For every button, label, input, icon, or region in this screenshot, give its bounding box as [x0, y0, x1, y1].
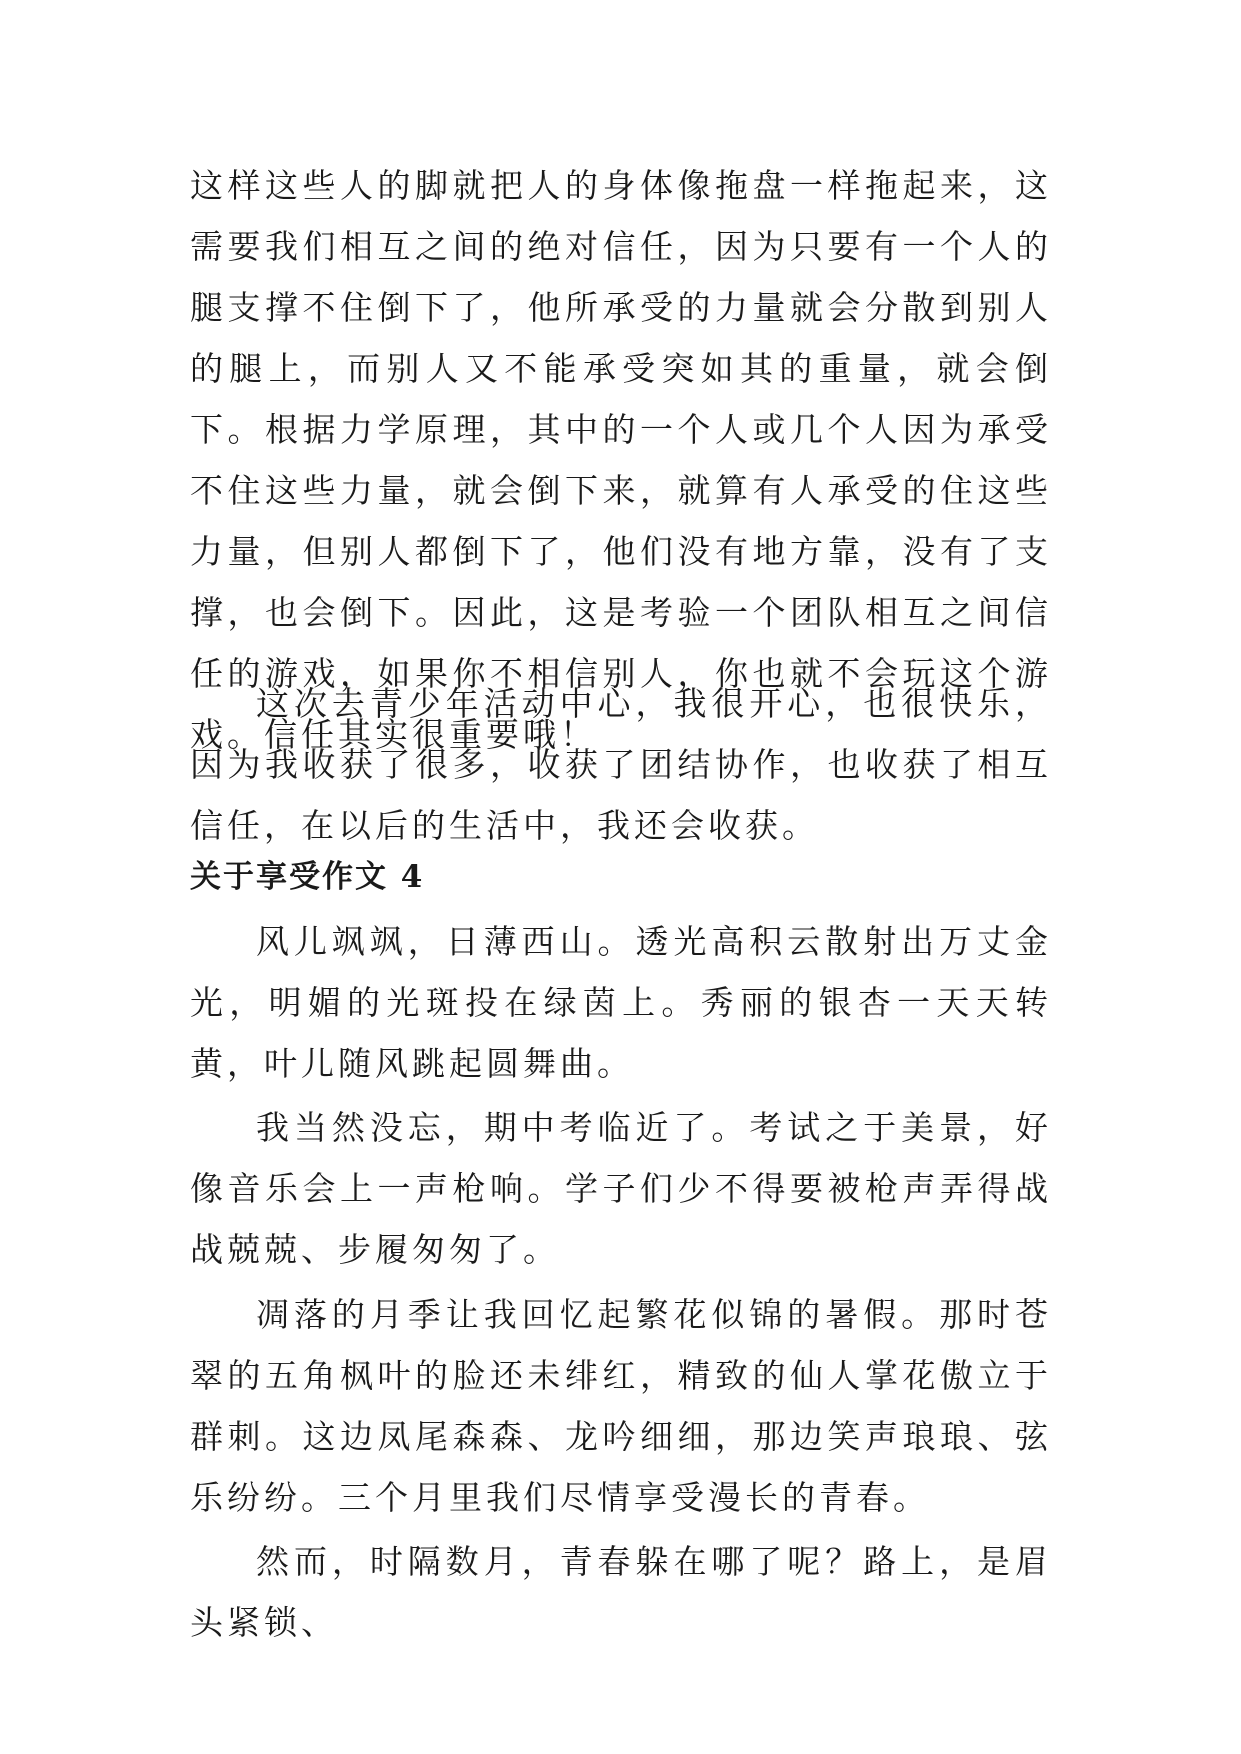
- section-title: 关于享受作文 4: [190, 859, 425, 895]
- paragraph-exam: 我当然没忘，期中考临近了。考试之于美景，好像音乐会上一声枪响。学子们少不得要被枪声弄得战战兢兢、步履匆匆了。: [190, 1108, 1052, 1269]
- paragraph-trust-game: 这样这些人的脚就把人的身体像拖盘一样拖起来，这需要我们相互之间的绝对信任，因为只要有一个人的腿支撑不住倒下了，他所承受的力量就会分散到别人的腿上，而别人又不能承受突如其的重量，就会倒下。根据力学原理，其中的一个人或几个人因为承受不住这些力量，就会倒下来，就算有人承受的住这些力量，但别人都倒下了，他们没有地方靠，没有了支撑，也会倒下。因此，这是考验一个团队相互之间信任的游戏，如果你不相信别人，你也就不会玩这个游戏。信任其实很重要哦！: [190, 166, 1052, 754]
- paragraph-summer-memory: 凋落的月季让我回忆起繁花似锦的暑假。那时苍翠的五角枫叶的脸还未绯红，精致的仙人掌花傲立于群刺。这边凤尾森森、龙吟细细，那边笑声琅琅、弦乐纷纷。三个月里我们尽情享受漫长的青春。: [190, 1295, 1052, 1517]
- paragraph-activity-center: 这次去青少年活动中心，我很开心，也很快乐，因为我收获了很多，收获了团结协作，也收获了相互信任，在以后的生活中，我还会收获。: [190, 684, 1052, 845]
- paragraph-youth-question: 然而，时隔数月，青春躲在哪了呢？路上，是眉头紧锁、: [190, 1542, 1052, 1642]
- paragraph-autumn-scene: 风儿飒飒，日薄西山。透光高积云散射出万丈金光，明媚的光斑投在绿茵上。秀丽的银杏一天天转黄，叶儿随风跳起圆舞曲。: [190, 922, 1052, 1083]
